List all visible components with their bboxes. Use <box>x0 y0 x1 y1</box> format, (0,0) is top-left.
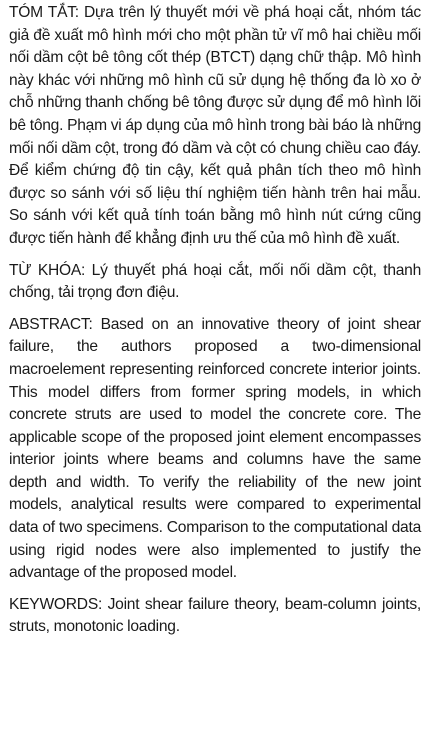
keywords-en-text: Joint shear failure theory, beam-column joints, struts, monotonic loading. <box>9 595 421 636</box>
summary-vi-label: TÓM TẮT: <box>9 4 79 21</box>
keywords-vi-text: Lý thuyết phá hoại cắt, mối nối dầm cột, thanh chống, tải trọng đơn điệu. <box>9 261 422 302</box>
keywords-vi-label: TỪ KHÓA: <box>9 261 86 279</box>
summary-vi-text: Dựa trên lý thuyết mới về phá hoại cắt, nhóm tác giả đề xuất mô hình mới cho một phần tử vĩ mô hai chiều mối nối dầm cột bê tông cốt thép (BTCT) dạng chữ thập. Mô hình này khác với những mô hình cũ sử dụng hệ thống đa lò xo ở chỗ những thanh chống bê tông được sử dụng để mô hình lõi bê tông. Phạm vi áp dụng của mô hình trong bài báo là những mối nối dầm cột, trong đó dầm và cột có chung chiều cao đáy. Để kiểm chứng độ tin cậy, kết quả phân tích theo mô hình được so sánh với số liệu thí nghiệm tiến hành trên hai mẫu. So sánh với kết quả tính toán bằng mô hình nút cứng cũng được tiến hành để khẳng định ưu thế của mô hình đề xuất. <box>9 4 421 247</box>
abstract-en-label: ABSTRACT: <box>9 315 93 333</box>
summary-vi-paragraph <box>9 2 421 251</box>
keywords-en-label: KEYWORDS: <box>9 595 103 613</box>
keywords-en-paragraph <box>9 594 421 639</box>
keywords-vi-paragraph <box>9 260 421 305</box>
abstract-en-paragraph <box>9 314 421 585</box>
abstract-en-text: Based on an innovative theory of joint shear failure, the authors proposed a two-dimensional macroelement representing reinforced concrete interior joints. This model differs from former spring models, in which concrete struts are used to model the concrete core. The applicable scope of the proposed joint element encompasses interior joints where beams and columns have the same depth and width. To verify the reliability of the new joint models, analytical results were compared to experimental data of two specimens. Comparison to the computational data using rigid nodes were also implemented to justify the advantage of the proposed model. <box>9 315 421 582</box>
